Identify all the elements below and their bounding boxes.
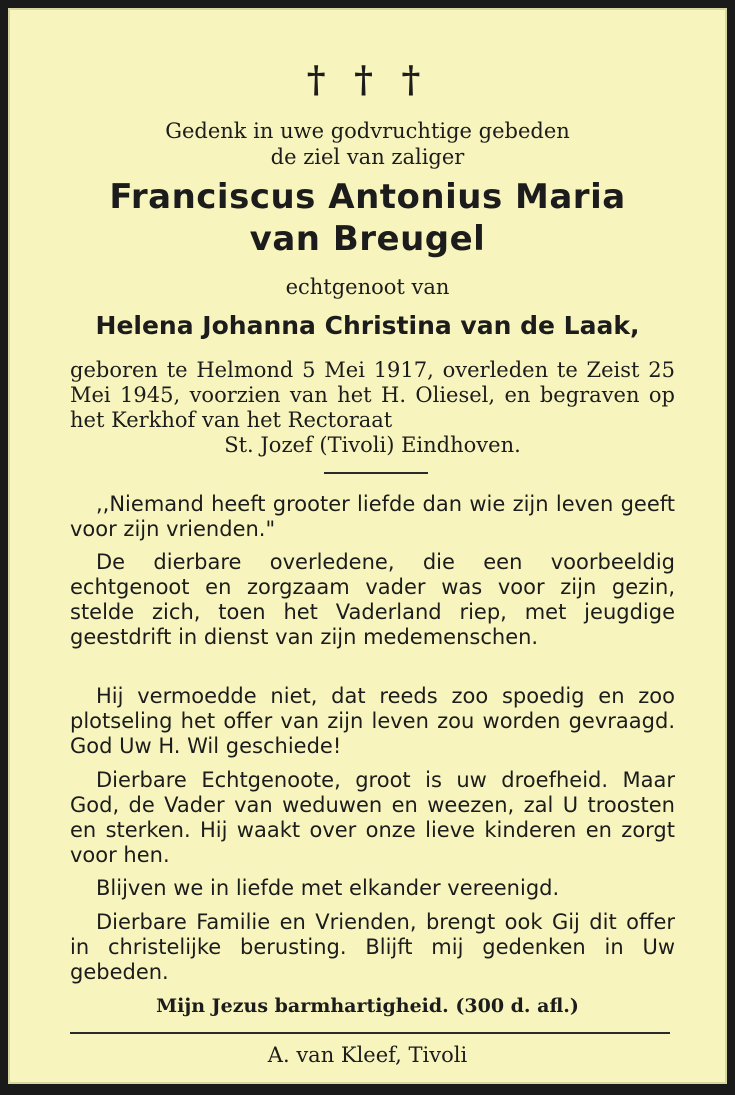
paragraph-text: Blijven we in liefde met elkander vereenigd. [96, 876, 560, 900]
paragraph-text: Dierbare Familie en Vrienden, brengt ook Gij dit offer in christelijke berusting. Blijft mij gedenken in Uw gebeden. [70, 910, 675, 984]
intro-text [10, 118, 725, 170]
paragraph [70, 684, 675, 759]
printer-credit: A. van Kleef, Tivoli [267, 1043, 468, 1067]
intro-line-2: de ziel van zaliger [270, 145, 465, 169]
divider-long [70, 1032, 670, 1034]
biography-text: geboren te Helmond 5 Mei 1917, overleden te Zeist 25 Mei 1945, voorzien van het H. Oliesel, en begraven op het Kerkhof van het Rectoraat [70, 358, 675, 432]
deceased-name-line-2: van Breugel [249, 219, 486, 259]
paragraph [70, 768, 675, 868]
intro-line-1: Gedenk in uwe godvruchtige gebeden [165, 119, 570, 143]
three-crosses-icon: † † † [306, 59, 429, 101]
paragraph-text: Dierbare Echtgenoote, groot is uw droefheid. Maar God, de Vader van weduwen en weezen, zal U troosten en sterken. Hij waakt over onze lieve kinderen en zorgt voor hen. [70, 768, 675, 867]
memorial-card [8, 8, 727, 1084]
biography [70, 358, 675, 458]
deceased-name-line-1: Franciscus Antonius Maria [109, 177, 626, 217]
paragraph-text: De dierbare overledene, die een voorbeeldig echtgenoot en zorgzaam vader was voor zijn gezin, stelde zich, toen het Vaderland riep, met jeugdige geestdrift in dienst van zijn medemenschen. [70, 550, 675, 649]
paragraph [70, 910, 675, 985]
paragraph [70, 550, 675, 650]
divider-short [324, 472, 428, 474]
quote-paragraph [70, 492, 675, 542]
biography-last-line: St. Jozef (Tivoli) Eindhoven. [224, 433, 521, 457]
paragraph-text: Hij vermoedde niet, dat reeds zoo spoedig en zoo plotseling het offer van zijn leven zou worden gevraagd. God Uw H. Wil geschiede! [70, 684, 675, 758]
indulgence-prayer: Mijn Jezus barmhartigheid. (300 d. afl.) [156, 995, 579, 1017]
paragraph-text: ,,Niemand heeft grooter liefde dan wie zijn leven geeft voor zijn vrienden." [70, 492, 675, 541]
deceased-name [10, 176, 725, 260]
spouse-label: echtgenoot van [285, 275, 450, 299]
paragraph [70, 876, 675, 901]
spouse-name: Helena Johanna Christina van de Laak, [95, 311, 640, 340]
